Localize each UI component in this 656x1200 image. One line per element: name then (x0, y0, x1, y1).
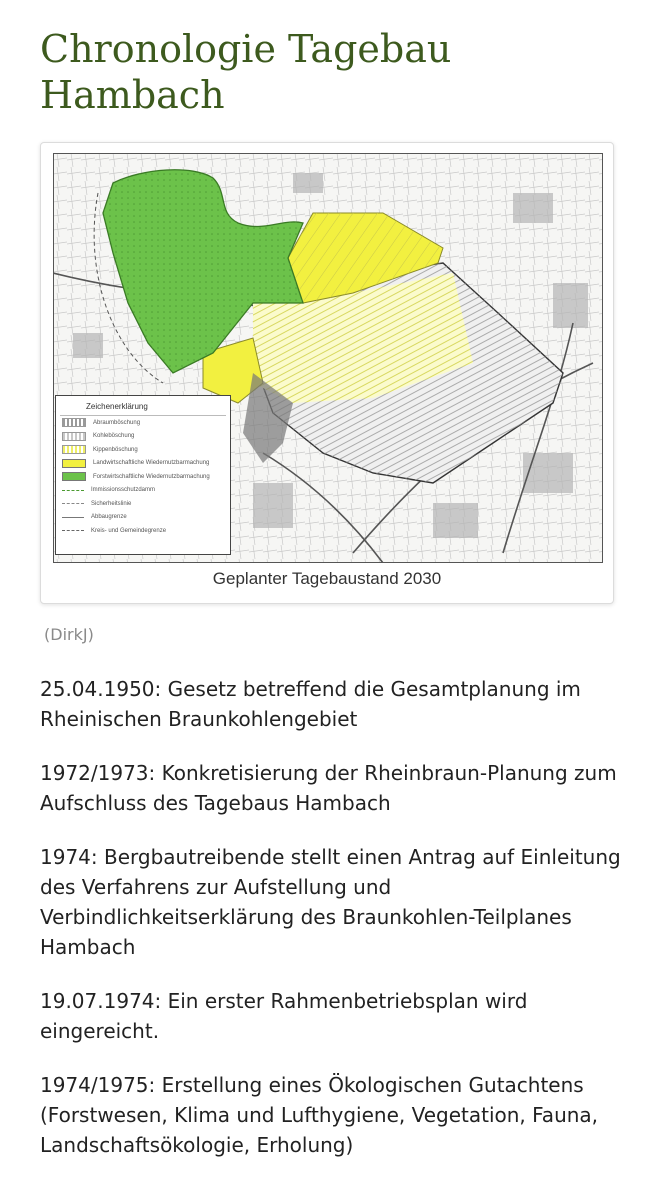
legend-item (56, 524, 230, 538)
legend-item-label: Kohleböschung (93, 433, 135, 440)
solid-line-icon (62, 517, 84, 518)
page-title: Chronologie Tagebau Hambach (40, 27, 452, 117)
chronology-entry: 1972/1973: Konkretisierung der Rheinbraun-Planung zum Aufschluss des Tagebaus Hambach (40, 761, 617, 815)
chronology-entry: 1974/1975: Erstellung eines Ökologischen Gutachtens (Forstwesen, Klima und Lufthygiene, Vegetation, Fauna, Landschaftsökologie, Erholung) (40, 1073, 599, 1157)
light-gray-hatch-icon (62, 432, 86, 441)
yellow-fill-icon (62, 459, 86, 468)
legend-item (56, 430, 230, 444)
legend-item-label: Kreis- und Gemeindegrenze (91, 527, 167, 534)
legend-title: Zeichenerklärung (60, 396, 226, 416)
legend-item-label: Immissionsschutzdamm (91, 487, 156, 494)
legend-item-label: Landwirtschaftliche Wiedernutzbarmachung (93, 460, 210, 467)
legend-item-label: Kippenböschung (93, 446, 138, 453)
legend-item (56, 484, 230, 498)
dashed-line-icon (62, 503, 84, 504)
chronology-list (40, 674, 630, 1184)
legend-item (56, 416, 230, 430)
legend-item (56, 511, 230, 525)
chronology-entry: 1974: Bergbautreibende stellt einen Antrag auf Einleitung des Verfahrens zur Aufstellung und Verbindlichkeitserklärung des Braunkohlen-Teilplanes Hambach (40, 845, 621, 959)
legend-item-label: Forstwirtschaftliche Wiedernutzbarmachung (93, 473, 210, 480)
map-legend (55, 395, 231, 555)
chronology-entry: 19.07.1974: Ein erster Rahmenbetriebsplan wird eingereicht. (40, 989, 528, 1043)
dash-dot-line-icon (62, 530, 84, 531)
chronology-entry: 25.04.1950: Gesetz betreffend die Gesamtplanung im Rheinischen Braunkohlengebiet (40, 677, 581, 731)
legend-item (56, 470, 230, 484)
legend-item (56, 457, 230, 471)
green-dashed-icon (62, 490, 84, 491)
yellow-hatch-icon (62, 445, 86, 454)
legend-item-label: Abraumböschung (93, 419, 141, 426)
legend-item (56, 497, 230, 511)
figure-caption: Geplanter Tagebaustand 2030 (212, 569, 442, 588)
legend-item-label: Abbaugrenze (91, 514, 127, 521)
image-credit: (DirkJ) (44, 625, 94, 644)
map-figure[interactable] (40, 142, 614, 604)
gray-hatch-icon (62, 418, 86, 427)
legend-item-label: Sicherheitslinie (91, 500, 132, 507)
green-fill-icon (62, 472, 86, 481)
legend-item (56, 443, 230, 457)
